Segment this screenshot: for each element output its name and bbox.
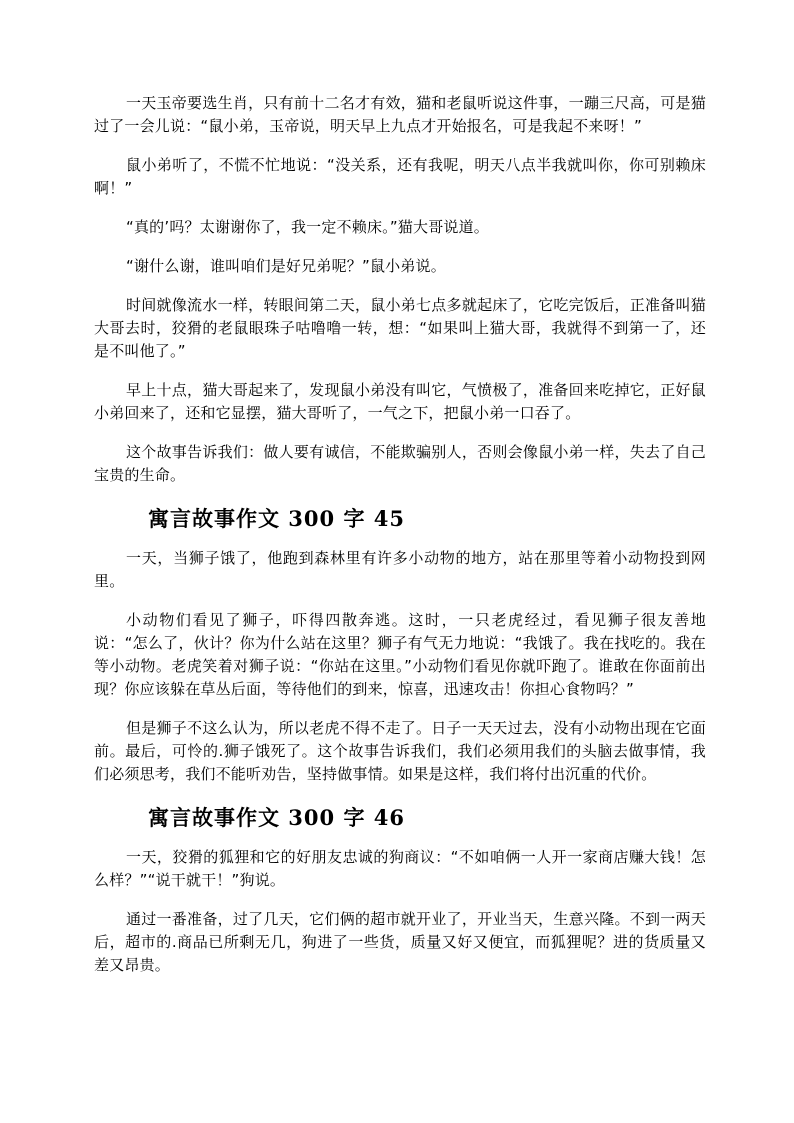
story-paragraph: 时间就像流水一样，转眼间第二天，鼠小弟七点多就起床了，它吃完饭后，正准备叫猫大哥去时，狡猾的老鼠眼珠子咕噜噜一转，想：“如果叫上猫大哥，我就得不到第一了，还是不叫他了。” <box>94 296 706 360</box>
story-paragraph: 这个故事告诉我们：做人要有诚信，不能欺骗别人，否则会像鼠小弟一样，失去了自己宝贵的生命。 <box>94 443 706 484</box>
story-paragraph: 一天，狡猾的狐狸和它的好朋友忠诚的狗商议：“不如咱俩一人开一家商店赚大钱！怎么样？”“说干就干！”狗说。 <box>94 848 706 889</box>
section-heading-46: 寓言故事作文 300 字 46 <box>148 805 405 830</box>
story-paragraph: 一天，当狮子饿了，他跑到森林里有许多小动物的地方，站在那里等着小动物投到网里。 <box>94 549 706 590</box>
story-paragraph: 通过一番准备，过了几天，它们俩的超市就开业了，开业当天，生意兴隆。不到一两天后，超市的.商品已所剩无几，狗进了一些货，质量又好又便宜，而狐狸呢？进的货质量又差又昂贵。 <box>94 910 706 974</box>
story-paragraph: 小动物们看见了狮子，吓得四散奔逃。这时，一只老虎经过，看见狮子很友善地说：“怎么了，伙计？你为什么站在这里？狮子有气无力地说：“我饿了。我在找吃的。我在等小动物。老虎笑着对狮子说：“你站在这里。”小动物们看见你就吓跑了。谁敢在你面前出现？你应该躲在草丛后面，等待他们的到来，惊喜，迅速攻击！你担心食物吗？” <box>94 611 706 698</box>
story-paragraph: “真的’吗？太谢谢你了，我一定不赖床。”猫大哥说道。 <box>126 218 490 236</box>
story-paragraph: 一天玉帝要选生肖，只有前十二名才有效，猫和老鼠听说这件事，一蹦三尺高，可是猫过了一会儿说：“鼠小弟，玉帝说，明天早上九点才开始报名，可是我起不来呀！” <box>94 94 706 135</box>
story-paragraph: 但是狮子不这么认为，所以老虎不得不走了。日子一天天过去，没有小动物出现在它面前。最后，可怜的.狮子饿死了。这个故事告诉我们，我们必须用我们的头脑去做事情，我们必须思考，我们不能听劝告，坚持做事情。如果是这样，我们将付出沉重的代价。 <box>94 719 706 783</box>
section-heading-45: 寓言故事作文 300 字 45 <box>148 506 405 531</box>
story-paragraph: “谢什么谢，谁叫咱们是好兄弟呢？”鼠小弟说。 <box>126 257 446 275</box>
story-paragraph: 早上十点，猫大哥起来了，发现鼠小弟没有叫它，气愤极了，准备回来吃掉它，正好鼠小弟回来了，还和它显摆，猫大哥听了，一气之下，把鼠小弟一口吞了。 <box>94 381 706 422</box>
document-page <box>94 92 706 993</box>
story-paragraph: 鼠小弟听了，不慌不忙地说：“没关系，还有我呢，明天八点半我就叫你，你可别赖床啊！” <box>94 156 706 197</box>
